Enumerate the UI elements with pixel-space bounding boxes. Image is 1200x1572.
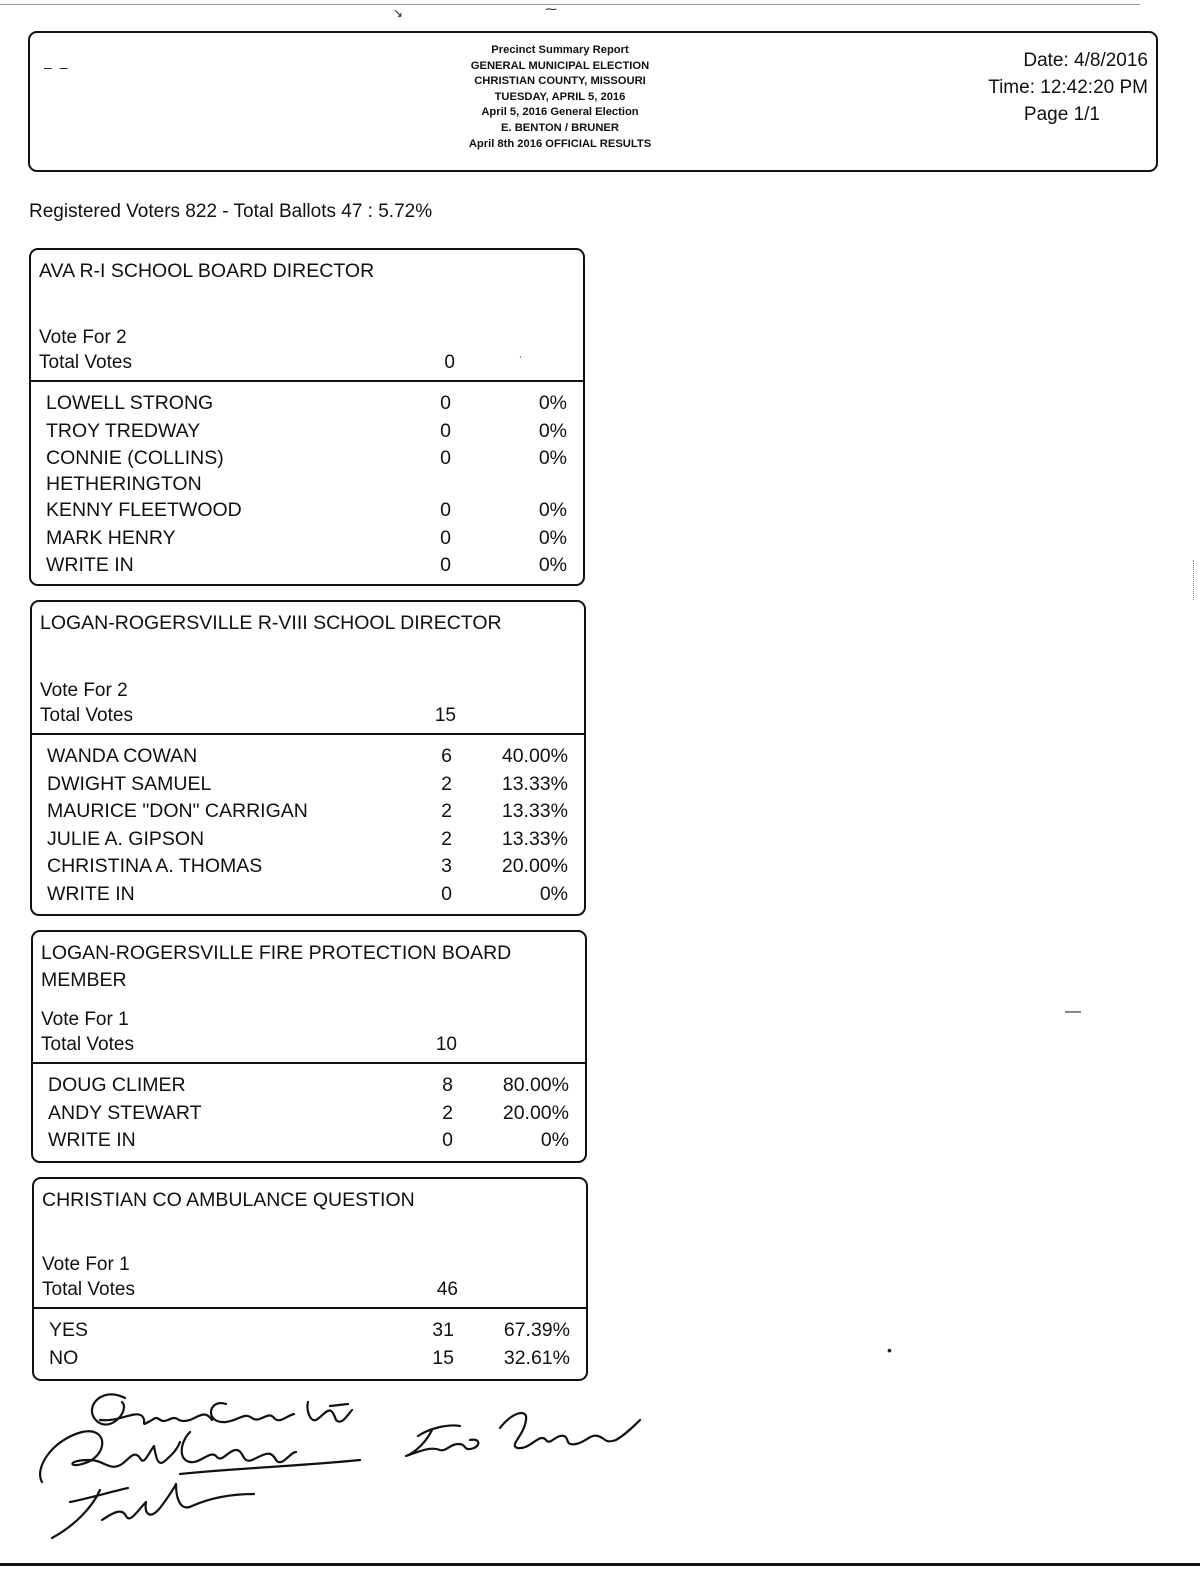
candidate-name: DWIGHT SAMUEL — [47, 772, 212, 795]
candidate-percent: 13.33% — [501, 800, 568, 822]
candidate-votes: 6 — [441, 745, 452, 767]
candidate-votes: 0 — [440, 554, 451, 576]
election-date: TUESDAY, APRIL 5, 2016 — [494, 90, 626, 103]
total-votes-value: 0 — [444, 352, 455, 373]
candidate-percent: 0% — [540, 1129, 569, 1151]
candidate-votes: 15 — [432, 1346, 454, 1369]
candidate-votes: 0 — [440, 419, 451, 442]
candidate-percent: 0% — [538, 554, 567, 576]
candidate-row — [32, 743, 584, 771]
signature-stroke — [92, 1394, 352, 1424]
candidate-row — [34, 1345, 586, 1373]
candidate-percent: 0% — [538, 526, 567, 549]
candidate-row — [33, 1127, 585, 1155]
candidate-votes: 0 — [440, 499, 451, 521]
candidate-votes: 2 — [441, 772, 452, 795]
signature-stroke — [406, 1413, 640, 1456]
page-number: Page 1/1 — [1023, 104, 1100, 125]
candidate-percent: 32.61% — [503, 1346, 570, 1369]
candidate-votes: 2 — [442, 1101, 453, 1124]
candidate-name: MARK HENRY — [46, 526, 176, 549]
candidate-name: WRITE IN — [47, 882, 135, 905]
contest-divider — [33, 1062, 585, 1064]
candidate-list — [31, 390, 583, 580]
total-votes-value: 15 — [434, 705, 456, 726]
candidate-percent: 13.33% — [501, 827, 568, 850]
candidate-name: CONNIE (COLLINS) HETHERINGTON — [46, 447, 224, 495]
candidate-row — [32, 826, 584, 854]
contest-box — [32, 1177, 588, 1381]
candidate-votes: 0 — [440, 526, 451, 549]
candidate-name: ANDY STEWART — [48, 1101, 202, 1124]
candidate-name: TROY TREDWAY — [46, 419, 201, 442]
candidate-name: YES — [49, 1319, 89, 1341]
candidate-votes: 31 — [432, 1319, 454, 1341]
candidate-row — [31, 390, 583, 418]
candidate-row — [34, 1317, 586, 1345]
contest-divider — [32, 733, 584, 735]
signature-stroke — [52, 1484, 254, 1538]
signature-stroke — [40, 1431, 360, 1482]
contest-divider — [34, 1307, 586, 1309]
candidate-percent: 20.00% — [501, 855, 568, 877]
contest-title: LOGAN-ROGERSVILLE R-VIII SCHOOL DIRECTOR — [40, 612, 502, 634]
candidate-list — [34, 1317, 586, 1372]
contest-box — [30, 600, 586, 916]
scan-edge-mark — [1193, 560, 1196, 600]
candidate-votes: 2 — [441, 800, 452, 822]
candidate-votes: 0 — [440, 392, 451, 414]
candidate-name: WRITE IN — [48, 1129, 136, 1151]
scan-mark: — — [1065, 1003, 1081, 1020]
candidate-percent: 0% — [538, 447, 567, 469]
total-votes-label: Total Votes — [39, 352, 132, 373]
candidate-row — [33, 1100, 585, 1128]
candidate-percent: 13.33% — [501, 772, 568, 795]
scan-mark: – – — [44, 59, 68, 75]
page-bottom-edge — [0, 1563, 1200, 1566]
candidate-name: MAURICE "DON" CARRIGAN — [47, 800, 308, 822]
total-votes-value: 46 — [436, 1279, 458, 1300]
candidate-percent: 0% — [539, 882, 568, 905]
candidate-name: DOUG CLIMER — [48, 1074, 186, 1096]
candidate-name: WRITE IN — [46, 554, 134, 576]
contest-title: AVA R-I SCHOOL BOARD DIRECTOR — [39, 260, 375, 282]
vote-for-label: Vote For 2 — [39, 327, 127, 348]
candidate-list — [33, 1072, 585, 1155]
candidate-row — [32, 798, 584, 826]
signatures — [30, 1380, 650, 1550]
candidate-name: LOWELL STRONG — [46, 392, 214, 414]
candidate-row — [31, 525, 583, 553]
county-name: CHRISTIAN COUNTY, MISSOURI — [474, 75, 646, 88]
candidate-percent: 0% — [538, 392, 567, 414]
contest-box — [31, 930, 587, 1163]
turnout-summary: Registered Voters 822 - Total Ballots 47 : 5.72% — [29, 201, 433, 222]
scan-mark: • — [887, 1342, 892, 1358]
report-title: Precinct Summary Report — [491, 44, 629, 56]
candidate-row — [32, 771, 584, 799]
contest-title: LOGAN-ROGERSVILLE FIRE PROTECTION BOARD MEMBER — [41, 942, 512, 991]
precinct-name: E. BENTON / BRUNER — [501, 121, 619, 134]
report-header — [28, 31, 1158, 172]
vote-for-label: Vote For 1 — [42, 1254, 130, 1275]
candidate-percent: 20.00% — [502, 1101, 569, 1124]
scan-mark: ↘ — [393, 6, 404, 20]
candidate-name: NO — [49, 1346, 79, 1369]
candidate-name: JULIE A. GIPSON — [47, 827, 205, 850]
candidate-row — [31, 497, 583, 525]
candidate-votes: 3 — [441, 855, 452, 877]
contest-box — [29, 248, 585, 586]
election-label: April 5, 2016 General Election — [481, 106, 639, 119]
candidate-row — [33, 1072, 585, 1100]
election-name: GENERAL MUNICIPAL ELECTION — [470, 59, 650, 72]
candidate-percent: 40.00% — [501, 745, 568, 767]
candidate-percent: 0% — [538, 499, 567, 521]
header-meta — [988, 47, 1148, 128]
candidate-votes: 0 — [442, 1129, 453, 1151]
candidate-row — [31, 552, 583, 580]
candidate-row — [31, 445, 583, 497]
candidate-name: KENNY FLEETWOOD — [46, 499, 242, 521]
candidate-row — [31, 418, 583, 446]
total-votes-value: 10 — [435, 1034, 457, 1055]
vote-for-label: Vote For 1 — [41, 1009, 129, 1030]
candidate-list — [32, 743, 584, 908]
candidate-votes: 2 — [441, 827, 452, 850]
candidate-name: CHRISTINA A. THOMAS — [47, 855, 263, 877]
candidate-row — [32, 881, 584, 909]
scan-mark: ⁓ — [545, 2, 557, 16]
report-date: Date: 4/8/2016 — [1023, 50, 1148, 71]
vote-for-label: Vote For 2 — [40, 680, 128, 701]
total-votes-label: Total Votes — [41, 1034, 134, 1055]
candidate-percent: 0% — [538, 419, 567, 442]
report-time: Time: 12:42:20 PM — [988, 77, 1148, 98]
candidate-votes: 0 — [440, 447, 451, 469]
total-votes-label: Total Votes — [42, 1279, 135, 1300]
scan-mark: ˙ — [519, 354, 523, 368]
candidate-row — [32, 853, 584, 881]
scan-top-edge — [0, 4, 1140, 5]
total-votes-label: Total Votes — [40, 705, 133, 726]
candidate-votes: 0 — [441, 882, 452, 905]
contest-title: CHRISTIAN CO AMBULANCE QUESTION — [42, 1189, 415, 1211]
candidate-percent: 80.00% — [502, 1074, 569, 1096]
candidate-name: WANDA COWAN — [47, 745, 198, 767]
results-status: April 8th 2016 OFFICIAL RESULTS — [468, 137, 652, 150]
candidate-votes: 8 — [442, 1074, 453, 1096]
contest-divider — [31, 380, 583, 382]
candidate-percent: 67.39% — [503, 1319, 570, 1341]
header-title-block — [310, 43, 810, 152]
